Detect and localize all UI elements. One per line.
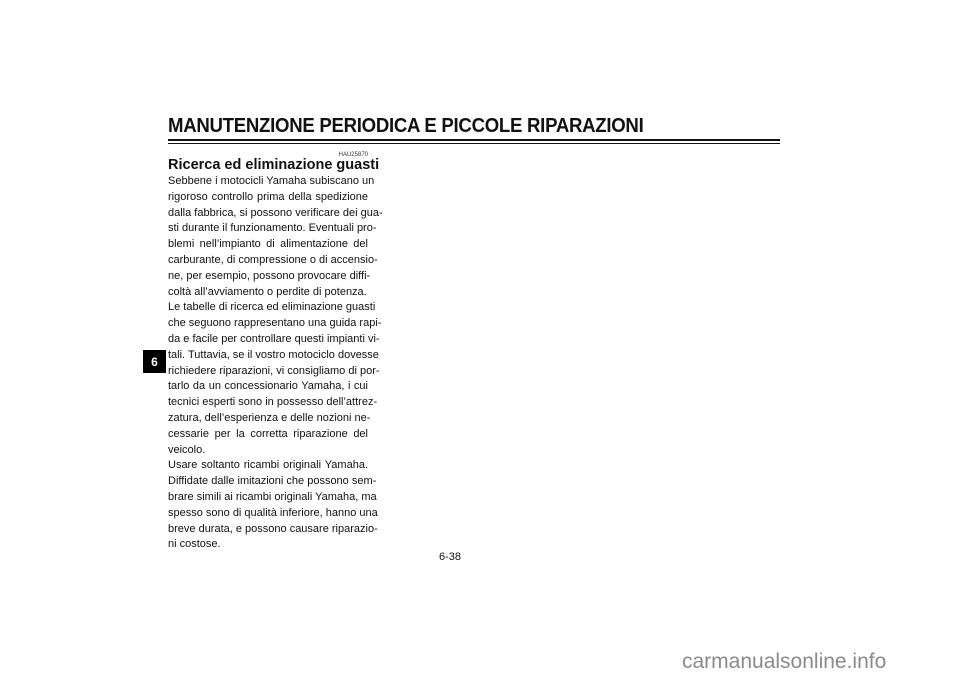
body-line: che seguono rappresentano una guida rapi- <box>168 317 382 330</box>
body-line: spesso sono di qualità inferiore, hanno una <box>168 506 378 519</box>
body-line: zatura, dell’esperienza e delle nozioni ne- <box>168 411 371 424</box>
watermark: carmanualsonline.info <box>682 650 887 673</box>
body-line: sti durante il funzionamento. Eventuali pro- <box>168 222 377 235</box>
body-line: rigoroso controllo prima della spedizione <box>168 190 368 203</box>
body-line: dalla fabbrica, si possono verificare dei gua- <box>168 206 383 219</box>
section-heading: Ricerca ed eliminazione guasti <box>168 157 380 173</box>
body-line: ne, per esempio, possono provocare diffi- <box>168 269 371 282</box>
body-line: richiedere riparazioni, vi consigliamo di por- <box>168 364 380 377</box>
page-title: MANUTENZIONE PERIODICA E PICCOLE RIPARAZIONI <box>168 115 644 137</box>
body-line: tecnici esperti sono in possesso dell’attrez- <box>168 396 378 409</box>
body-line: blemi nell’impianto di alimentazione del <box>168 238 368 251</box>
body-line: tarlo da un concessionario Yamaha, i cui <box>168 380 368 393</box>
body-line: Sebbene i motocicli Yamaha subiscano un <box>168 175 375 187</box>
body-line: Le tabelle di ricerca ed eliminazione guasti <box>168 301 376 314</box>
body-line: Diffidate dalle imitazioni che possono sem- <box>168 475 377 488</box>
body-line: Usare soltanto ricambi originali Yamaha. <box>168 459 368 472</box>
body-line: carburante, di compressione o di accensio- <box>168 253 378 266</box>
body-line: breve durata, e possono causare riparazio- <box>168 522 378 535</box>
title-rule-thin <box>168 143 780 144</box>
section-code: HAU25870 <box>338 152 368 158</box>
page-number: 6-38 <box>438 551 462 563</box>
chapter-tab: 6 <box>143 350 166 373</box>
section-body <box>168 174 383 553</box>
body-line: tali. Tuttavia, se il vostro motociclo dovesse <box>168 348 379 361</box>
body-line: ni costose. <box>168 538 221 551</box>
body-line: coltà all’avviamento o perdite di potenza. <box>168 285 367 298</box>
body-line: veicolo. <box>168 443 206 456</box>
title-rule-thick <box>168 139 780 141</box>
body-line: brare simili ai ricambi originali Yamaha, ma <box>168 490 377 503</box>
body-line: cessarie per la corretta riparazione del <box>168 427 368 440</box>
body-line: da e facile per controllare questi impianti vi- <box>168 332 380 345</box>
